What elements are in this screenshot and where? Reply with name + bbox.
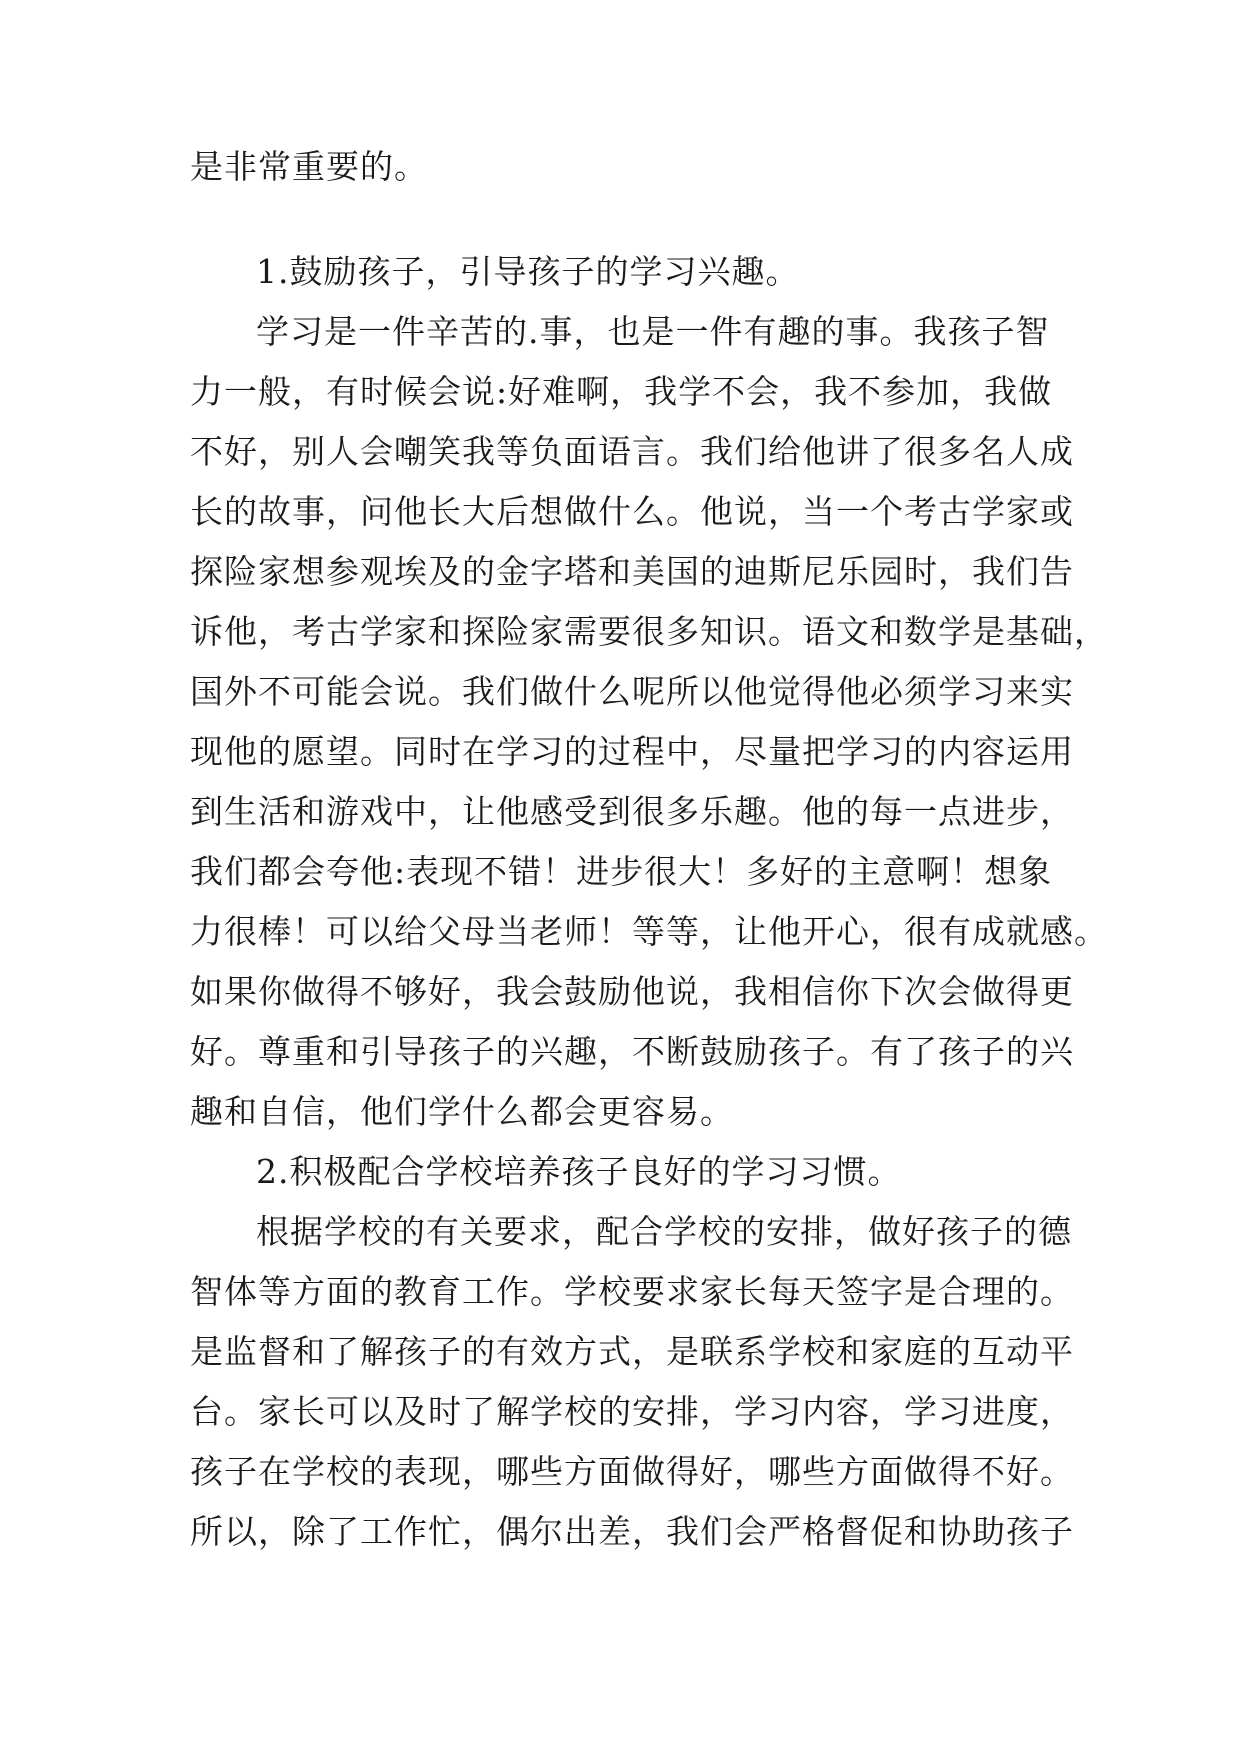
paragraph-line: 诉他，考古学家和探险家需要很多知识。语文和数学是基础， [190,612,1108,651]
paragraph-line: 现他的愿望。同时在学习的过程中，尽量把学习的内容运用 [190,732,1074,771]
paragraph-line: 是监督和了解孩子的有效方式，是联系学校和家庭的互动平 [190,1332,1074,1371]
paragraph-line: 力一般，有时候会说:好难啊，我学不会，我不参加，我做 [190,372,1053,411]
paragraph-line: 趣和自信，他们学什么都会更容易。 [190,1092,734,1131]
paragraph-line: 力很棒！可以给父母当老师！等等，让他开心，很有成就感。 [190,912,1108,951]
paragraph-line: 如果你做得不够好，我会鼓励他说，我相信你下次会做得更 [190,972,1074,1011]
paragraph-line: 所以，除了工作忙，偶尔出差，我们会严格督促和协助孩子 [190,1512,1074,1551]
paragraph-line: 孩子在学校的表现，哪些方面做得好，哪些方面做得不好。 [190,1452,1074,1491]
paragraph-line: 我们都会夸他:表现不错！进步很大！多好的主意啊！想象 [190,852,1053,891]
paragraph-line: 到生活和游戏中，让他感受到很多乐趣。他的每一点进步， [190,792,1074,831]
paragraph-line: 智体等方面的教育工作。学校要求家长每天签字是合理的。 [190,1272,1074,1311]
section-1-heading: 1.鼓励孩子，引导孩子的学习兴趣。 [256,252,800,291]
paragraph-line: 探险家想参观埃及的金字塔和美国的迪斯尼乐园时，我们告 [190,552,1074,591]
paragraph-line: 学习是一件辛苦的.事，也是一件有趣的事。我孩子智 [256,312,1050,351]
paragraph-line: 国外不可能会说。我们做什么呢所以他觉得他必须学习来实 [190,672,1074,711]
paragraph-line: 好。尊重和引导孩子的兴趣，不断鼓励孩子。有了孩子的兴 [190,1032,1074,1071]
paragraph-line: 是非常重要的。 [190,147,428,186]
section-2-heading: 2.积极配合学校培养孩子良好的学习习惯。 [256,1152,902,1191]
section-1 [190,242,1108,1562]
paragraph-line: 长的故事，问他长大后想做什么。他说，当一个考古学家或 [190,492,1074,531]
paragraph-line: 台。家长可以及时了解学校的安排，学习内容，学习进度， [190,1392,1074,1431]
top-fragment-block [190,137,1050,197]
paragraph-line: 不好，别人会嘲笑我等负面语言。我们给他讲了很多名人成 [190,432,1074,471]
paragraph-line: 根据学校的有关要求，配合学校的安排，做好孩子的德 [256,1212,1072,1251]
